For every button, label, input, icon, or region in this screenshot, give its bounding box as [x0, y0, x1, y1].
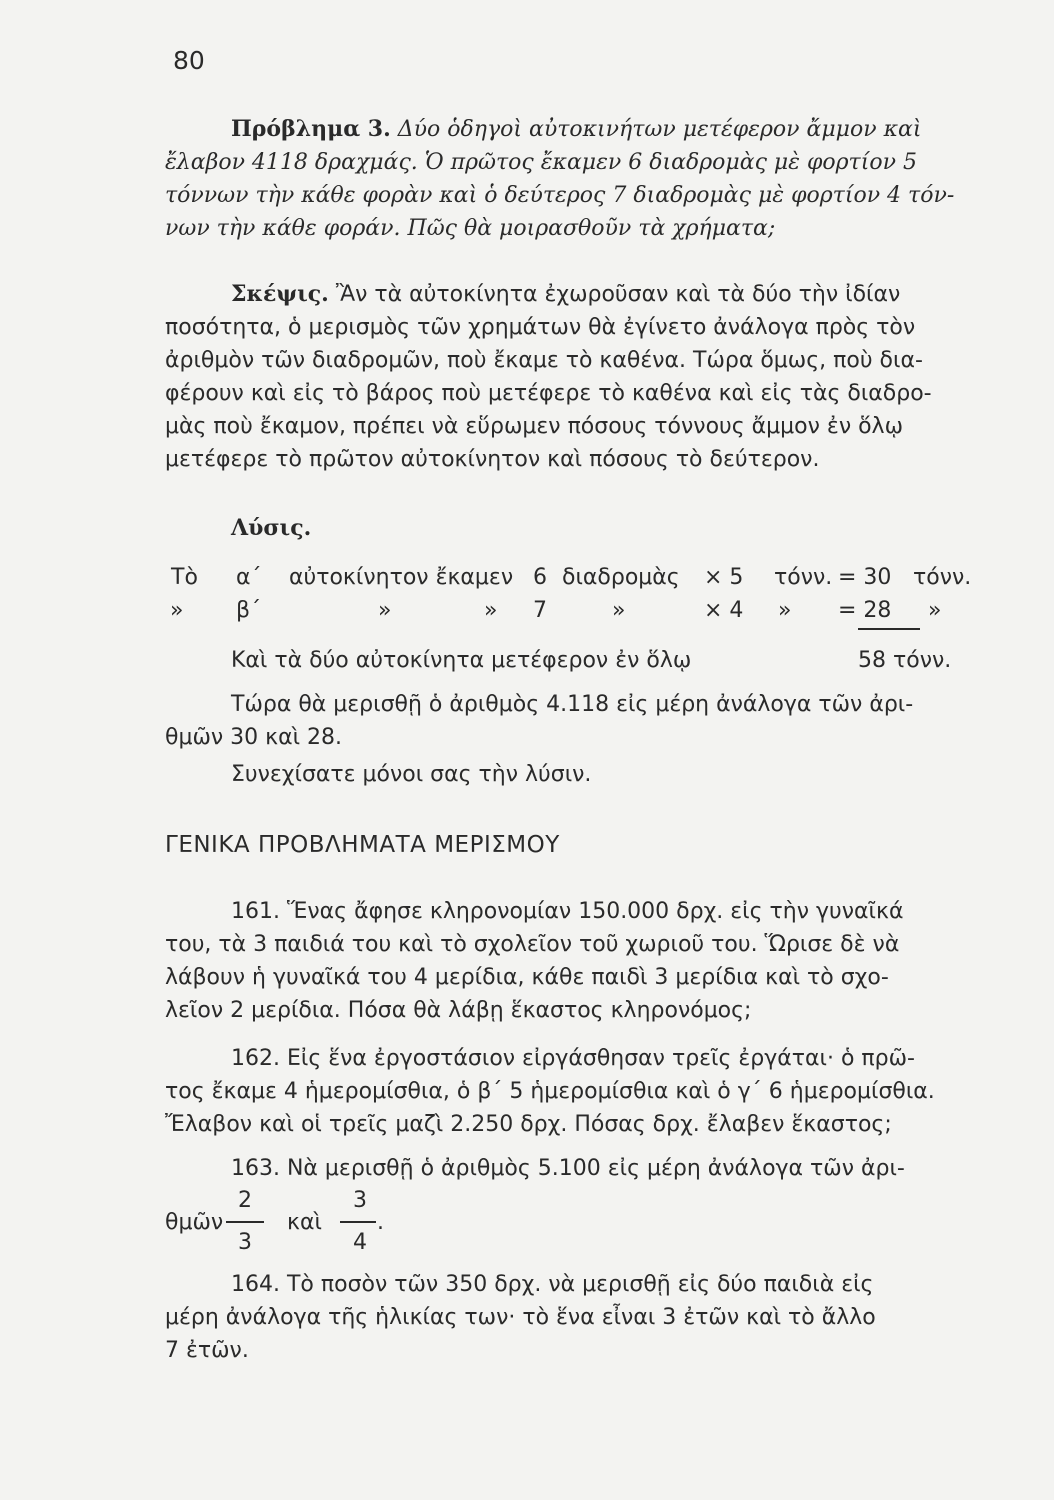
exercise-line: 164. Τὸ ποσὸν τῶν 350 δρχ. νὰ μερισθῇ εἰς δύο παιδιὰ εἰς — [231, 1272, 874, 1297]
page-number: 80 — [173, 46, 205, 75]
exercise-line: Ἔλαβον καὶ οἱ τρεῖς μαζὶ 2.250 δρχ. Πόσας δρχ. ἔλαβεν ἕκαστος; — [165, 1112, 892, 1137]
now-line: Τώρα θὰ μερισθῇ ὁ ἀριθμὸς 4.118 εἰς μέρη ἀνάλογα τῶν ἀρι- — [231, 692, 914, 717]
fraction-1-denominator: 3 — [238, 1230, 252, 1255]
exercise-line: μέρη ἀνάλογα τῆς ἡλικίας των· τὸ ἕνα εἶναι 3 ἐτῶν καὶ τὸ ἄλλο — [165, 1305, 876, 1330]
solution-row2-c7: » — [778, 598, 792, 623]
thinking-line: φέρουν καὶ εἰς τὸ βάρος ποὺ μετέφερε τὸ καθένα καὶ εἰς τὰς διαδρο- — [165, 381, 932, 406]
exercise-line: του, τὰ 3 παιδιά του καὶ τὸ σχολεῖον τοῦ χωριοῦ του. Ὥρισε δὲ νὰ — [165, 932, 900, 957]
problem-line: Δύο ὁδηγοὶ αὐτοκινήτων μετέφερον ἄμμον καὶ — [397, 117, 922, 142]
exercise-162 — [165, 1042, 1000, 1141]
total-label: Καὶ τὰ δύο αὐτοκίνητα μετέφερον ἐν ὅλῳ — [231, 648, 692, 673]
problem-statement — [165, 113, 1000, 245]
now-paragraph — [165, 688, 1000, 754]
problem-line: τόννων τὴν κάθε φορὰν καὶ ὁ δεύτερος 7 διαδρομὰς μὲ φορτίον 4 τόν- — [165, 183, 955, 208]
continue-instruction: Συνεχίσατε μόνοι σας τὴν λύσιν. — [231, 762, 592, 787]
exercise-163-joiner: καὶ — [287, 1210, 322, 1235]
solution-row2-c4: 7 — [533, 598, 547, 623]
exercise-line: λάβουν ἡ γυναῖκά του 4 μερίδια, κάθε παιδὶ 3 μερίδια καὶ τὸ σχο- — [165, 965, 889, 990]
solution-row2-c9: » — [928, 598, 942, 623]
solution-row2-c3: » — [378, 598, 392, 623]
total-value: 58 τόνν. — [858, 648, 952, 673]
now-line: θμῶν 30 καὶ 28. — [165, 725, 343, 750]
thinking-paragraph — [165, 278, 1000, 476]
thinking-line: ἀριθμὸν τῶν διαδρομῶν, ποὺ ἔκαμε τὸ καθένα. Τώρα ὅμως, ποὺ δια- — [165, 348, 923, 373]
thinking-line: ποσότητα, ὁ μερισμὸς τῶν χρημάτων θὰ ἐγίνετο ἀνάλογα πρὸς τὸν — [165, 315, 916, 340]
solution-row2-c1: » — [170, 598, 184, 623]
solution-row1-c4: 6 — [533, 565, 547, 590]
exercise-line: 161. Ἕνας ἄφησε κληρονομίαν 150.000 δρχ. εἰς τὴν γυναῖκά — [231, 899, 904, 924]
solution-row1-c6: × 5 — [704, 565, 744, 590]
exercise-163-end: . — [377, 1210, 384, 1235]
fraction-2-bar — [340, 1221, 376, 1223]
solution-label: Λύσις. — [231, 515, 312, 541]
problem-line: νων τὴν κάθε φοράν. Πῶς θὰ μοιρασθοῦν τὰ χρήματα; — [165, 216, 776, 241]
solution-row1-c3: αὐτοκίνητον ἔκαμεν — [289, 565, 514, 590]
exercise-163-prefix: θμῶν — [165, 1210, 224, 1235]
solution-row1-c1: Τὸ — [171, 565, 198, 590]
sum-rule — [858, 628, 920, 630]
fraction-1-numerator: 2 — [238, 1188, 252, 1213]
exercise-line: 163. Νὰ μερισθῇ ὁ ἀριθμὸς 5.100 εἰς μέρη ἀνάλογα τῶν ἀρι- — [231, 1156, 905, 1181]
problem-label: Πρόβλημα 3. — [231, 116, 391, 142]
solution-row2-c3b: » — [484, 598, 498, 623]
exercise-line: τος ἔκαμε 4 ἡμερομίσθια, ὁ β΄ 5 ἡμερομίσθια καὶ ὁ γ΄ 6 ἡμερομίσθια. — [165, 1079, 935, 1104]
problem-line: ἔλαβον 4118 δραχμάς. Ὁ πρῶτος ἔκαμεν 6 διαδρομὰς μὲ φορτίον 5 — [165, 150, 917, 175]
solution-row1-c5: διαδρομὰς — [562, 565, 680, 590]
solution-row1-c9: τόνν. — [913, 565, 972, 590]
exercise-line: 7 ἐτῶν. — [165, 1338, 249, 1363]
solution-row2-c8: = 28 — [838, 598, 892, 623]
solution-row2-c6: × 4 — [704, 598, 744, 623]
exercise-line: λεῖον 2 μερίδια. Πόσα θὰ λάβῃ ἕκαστος κληρονόμος; — [165, 998, 752, 1023]
thinking-line: μὰς ποὺ ἔκαμον, πρέπει νὰ εὕρωμεν πόσους τόννους ἄμμον ἐν ὅλῳ — [165, 414, 903, 439]
solution-row2-c2: β΄ — [236, 598, 262, 623]
thinking-line: Ἂν τὰ αὐτοκίνητα ἐχωροῦσαν καὶ τὰ δύο τὴν ἰδίαν — [335, 282, 901, 307]
thinking-label: Σκέψις. — [231, 281, 329, 307]
solution-row1-c7: τόνν. — [774, 565, 833, 590]
solution-row1-c8: = 30 — [838, 565, 892, 590]
exercise-164 — [165, 1268, 1000, 1367]
exercise-line: 162. Εἰς ἕνα ἐργοστάσιον εἰργάσθησαν τρεῖς ἐργάται· ὁ πρῶ- — [231, 1046, 915, 1071]
fraction-2-denominator: 4 — [353, 1230, 367, 1255]
exercise-163 — [165, 1152, 1000, 1185]
fraction-1-bar — [226, 1221, 264, 1223]
solution-row1-c2: α΄ — [236, 565, 262, 590]
fraction-2-numerator: 3 — [353, 1188, 367, 1213]
section-heading: ΓΕΝΙΚΑ ΠΡΟΒΛΗΜΑΤΑ ΜΕΡΙΣΜΟΥ — [165, 832, 560, 858]
solution-row2-c5: » — [612, 598, 626, 623]
exercise-161 — [165, 895, 1000, 1027]
thinking-line: μετέφερε τὸ πρῶτον αὐτοκίνητον καὶ πόσους τὸ δεύτερον. — [165, 447, 820, 472]
